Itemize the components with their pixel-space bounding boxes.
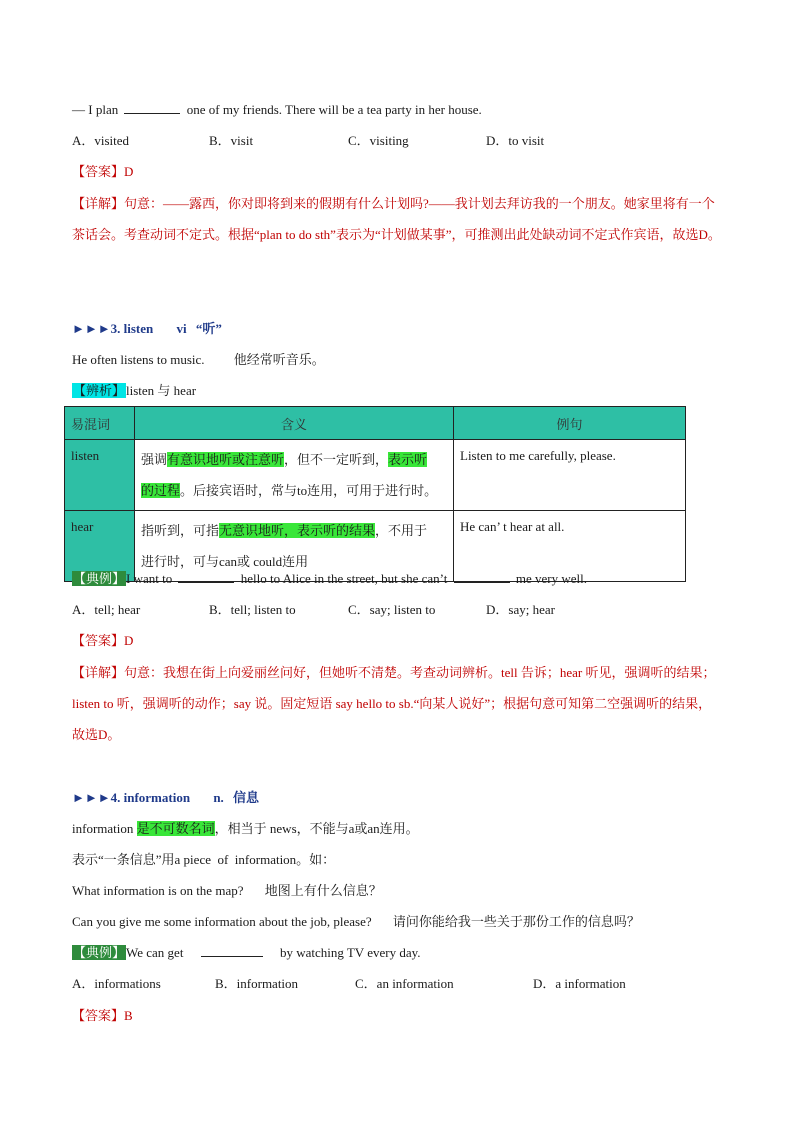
table-header: 例句 [454,407,686,440]
example-sentence [72,882,382,900]
table-cell-word: listen [65,440,135,511]
meaning-highlight: 表示听 [388,452,428,467]
example-question [72,570,587,588]
option-d: D．a information [533,976,626,991]
answer-label: 【答案】 [72,164,125,179]
example-sentence [72,913,640,931]
analysis-tag: 【辨析】 [73,383,126,398]
table-header: 易混词 [65,407,135,440]
answer-line [72,632,133,650]
question-text: — I plan [72,102,119,117]
table-cell-word: hear [65,511,135,582]
answer-value: D [124,633,134,648]
answer-line [72,163,133,181]
answer-blank [178,570,234,583]
question-text: We can get [126,945,184,960]
word-meaning: “听” [195,321,222,336]
detail-text: 句意：我想在街上向爱丽丝问好，但她听不清楚。考查动词辨析。tell 告诉；hear 听见，强调听的结果；listen to 听，强调听的动作；say 说。固定短语 say hello to sb.“向某人说好”；根据句意可知第二空强调听的结果，故选D。 [72,665,716,742]
example-question [72,944,421,962]
meaning-text: 进行时，可与can或 could连用 [141,554,309,569]
answer-blank [454,570,510,583]
section-heading [72,320,222,338]
analysis-line [72,382,196,400]
option-a: A．visited [72,133,130,148]
table-header-row [65,407,686,440]
detail-paragraph [72,657,724,750]
table-header: 含义 [135,407,454,440]
answer-blank [201,944,263,957]
detail-label: 【详解】 [72,196,125,211]
question-text: me very well. [515,571,587,586]
question-text: one of my friends. There will be a tea party in her house. [186,102,482,117]
meaning-text: 。后接宾语时，常与to连用，可用于进行时。 [180,483,438,498]
example-en: He often listens to music. [72,352,205,367]
answer-label: 【答案】 [72,1008,125,1023]
example-tag: 【典例】 [73,571,126,586]
answer-label: 【答案】 [72,633,125,648]
meaning-highlight: 无意识地听，表示听的结果 [219,523,376,538]
detail-label: 【详解】 [72,665,125,680]
meaning-highlight: 有意识地听或注意听 [167,452,285,467]
usage-highlight: 是不可数名词 [136,821,215,836]
meaning-highlight: 的过程 [141,483,181,498]
comparison-table [64,406,686,582]
example-zh: 他经常听音乐。 [233,352,325,367]
detail-paragraph [72,188,724,250]
answer-value: B [124,1008,133,1023]
heading-word: 4. information [110,790,191,805]
example-zh: 请问你能给我一些关于那份工作的信息吗？ [392,914,640,929]
option-a: A．informations [72,976,161,991]
option-d: D．say; hear [486,602,555,617]
option-c: C．an information [355,976,454,991]
meaning-text: 指听到，可指 [141,523,220,538]
table-cell-meaning [135,440,454,511]
meaning-text: ，不用于 [375,523,428,538]
question-line [72,101,482,119]
arrow-icon: ►►► [72,790,111,805]
usage-line [72,820,419,838]
usage-text: ，相当于 news，不能与a或an连用。 [214,821,419,836]
option-c: C．say; listen to [348,602,436,617]
option-b: B．tell; listen to [209,602,296,617]
analysis-text: listen 与 hear [126,383,197,398]
option-c: C．visiting [348,133,409,148]
answer-value: D [124,164,134,179]
table-row [65,440,686,511]
answer-blank [124,101,180,114]
option-d: D．to visit [486,133,545,148]
usage-text: information [72,821,137,836]
section-heading [72,789,259,807]
part-of-speech: vi [176,321,187,336]
table-cell-example: He can’ t hear at all. [454,511,686,582]
heading-word: 3. listen [110,321,154,336]
option-b: B．visit [209,133,254,148]
answer-line [72,1007,133,1025]
example-zh: 地图上有什么信息？ [264,883,382,898]
meaning-text: ，但不一定听到， [284,452,389,467]
meaning-text: 强调 [141,452,168,467]
option-a: A．tell; hear [72,602,141,617]
question-text: by watching TV every day. [279,945,421,960]
question-text: I want to [126,571,173,586]
table-cell-example: Listen to me carefully, please. [454,440,686,511]
example-en: Can you give me some information about the job, please? [72,914,372,929]
option-b: B．information [215,976,299,991]
question-text: hello to Alice in the street, but she can’t [240,571,448,586]
usage-line: 表示“一条信息”用a piece of information。如： [72,852,336,867]
detail-text: 句意：——露西，你对即将到来的假期有什么计划吗?——我计划去拜访我的一个朋友。她家里将有一个茶话会。考查动词不定式。根据“plan to do sth”表示为“计划做某事”，可推测出此处缺动词不定式作宾语，故选D。 [72,196,721,242]
word-meaning: 信息 [233,790,260,805]
arrow-icon: ►►► [72,321,111,336]
example-tag: 【典例】 [73,945,126,960]
example-sentence [72,351,325,369]
example-en: What information is on the map? [72,883,244,898]
part-of-speech: n. [213,790,224,805]
